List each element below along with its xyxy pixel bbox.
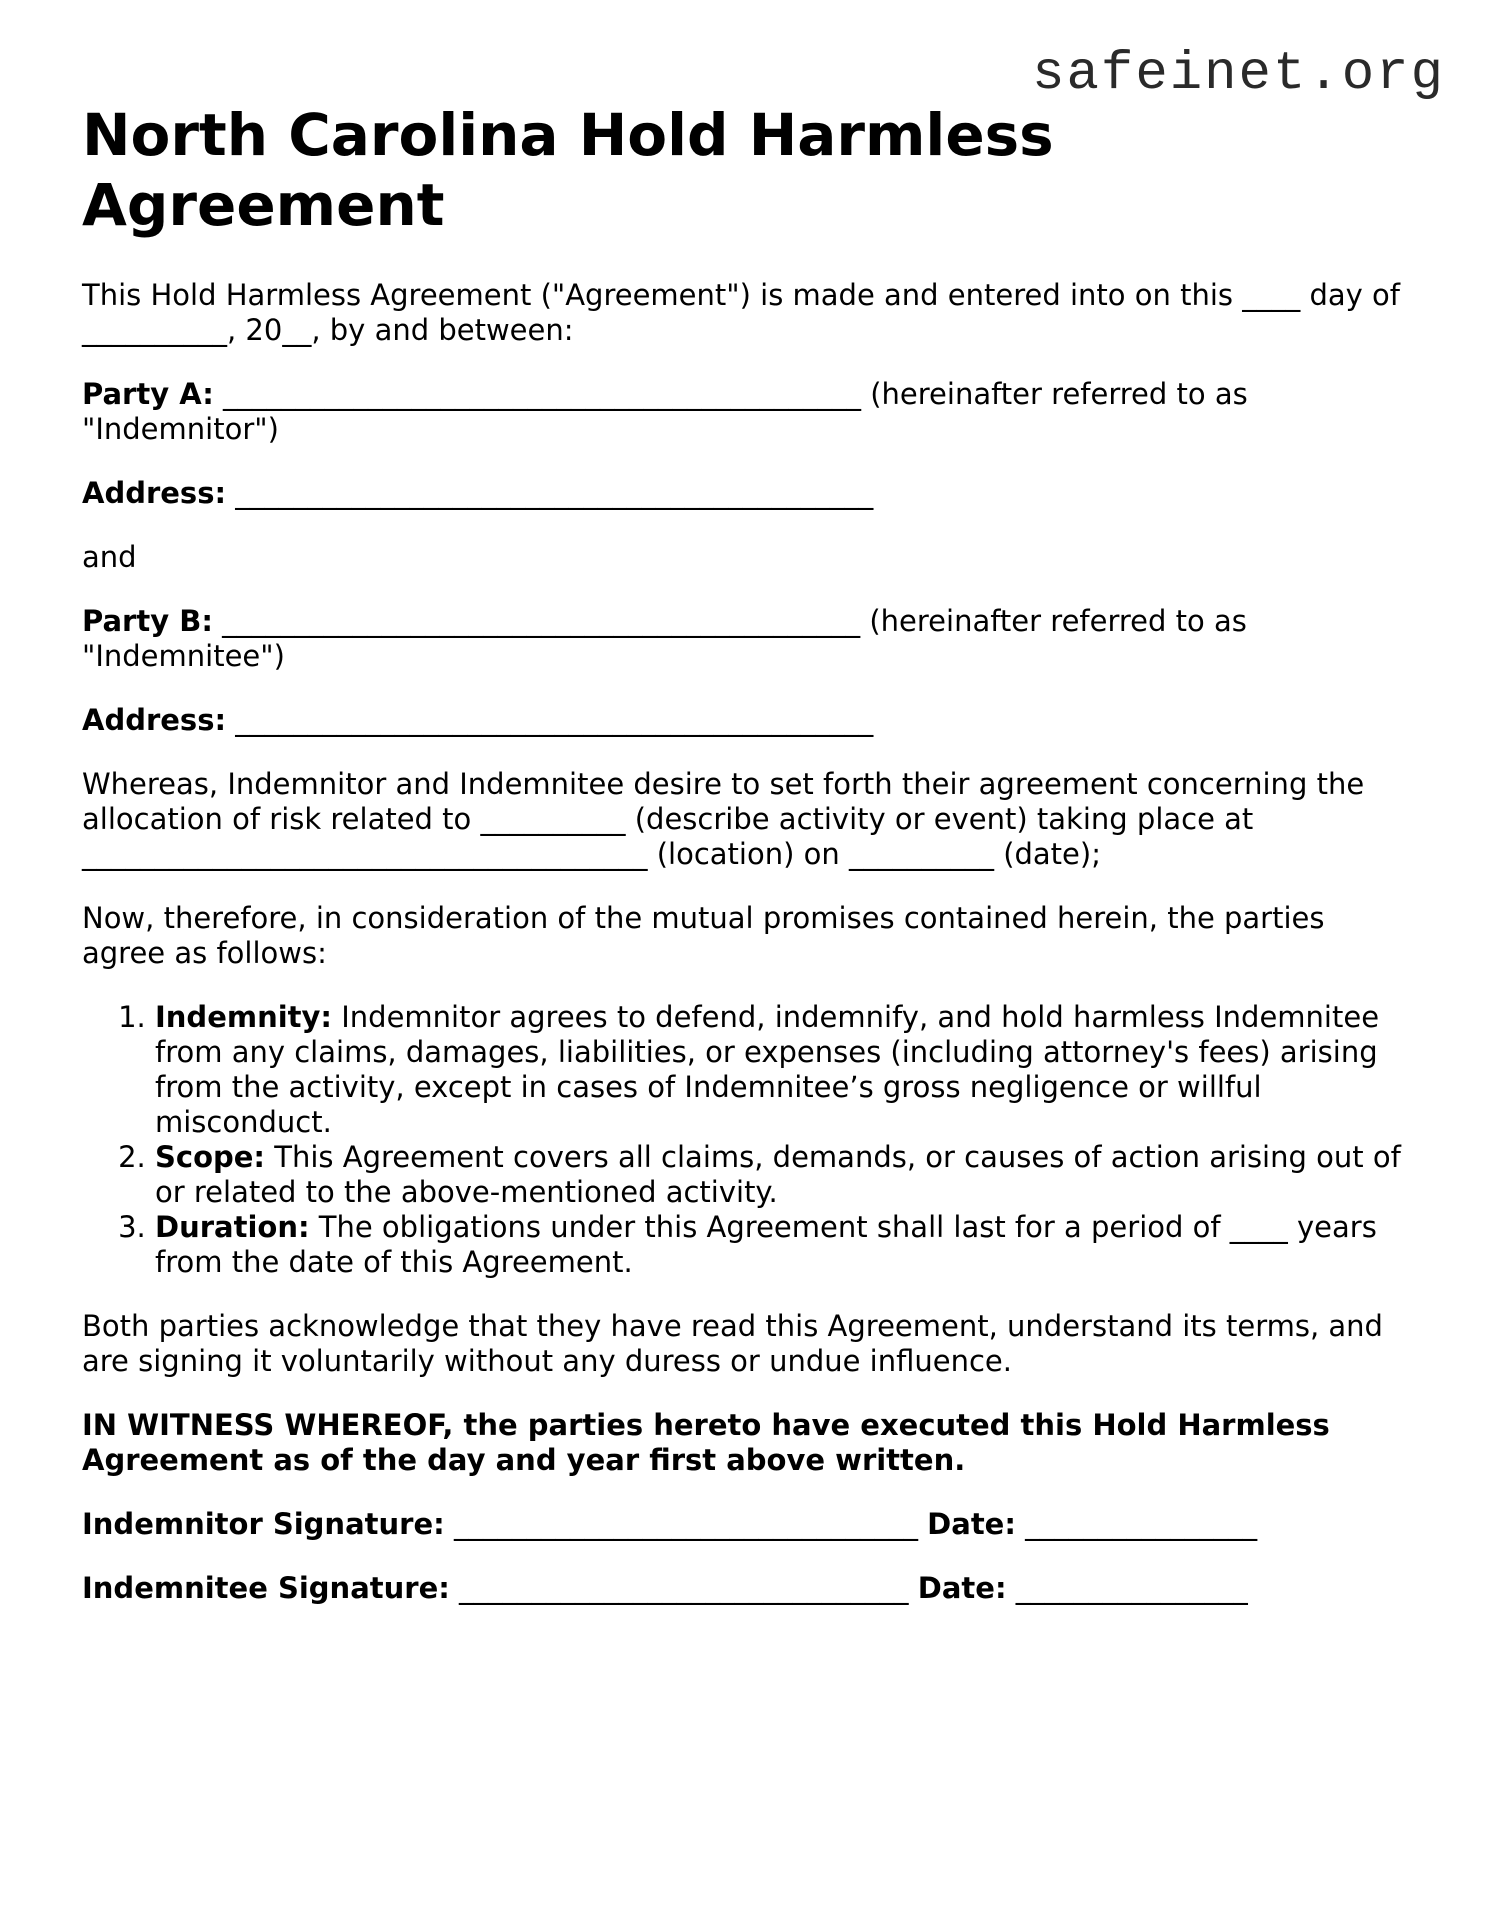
party-a-label: Party A: bbox=[82, 377, 214, 411]
term-label: Indemnity: bbox=[155, 1000, 333, 1034]
signature-label: Indemnitor Signature: bbox=[82, 1507, 445, 1541]
document-page bbox=[82, 100, 1412, 1635]
date-label: Date: bbox=[927, 1507, 1016, 1541]
watermark: safeinet.org bbox=[1032, 44, 1445, 105]
indemnitor-signature-line bbox=[82, 1507, 1412, 1542]
term-label: Duration: bbox=[155, 1210, 310, 1244]
party-b-line bbox=[82, 604, 1412, 674]
address-b-text: ____________________________________________ bbox=[226, 703, 874, 737]
term-scope bbox=[155, 1140, 1412, 1210]
document-title: North Carolina Hold Harmless Agreement bbox=[82, 101, 1054, 239]
date-blank: ________________ bbox=[1006, 1571, 1248, 1605]
party-a-text: ____________________________________________ (hereinafter referred to as "Indemnitor") bbox=[82, 377, 1248, 446]
address-a-text: ____________________________________________ bbox=[226, 476, 874, 510]
signature-label: Indemnitee Signature: bbox=[82, 1571, 450, 1605]
indemnitee-signature-line bbox=[82, 1571, 1412, 1606]
term-label: Scope: bbox=[155, 1140, 266, 1174]
date-label: Date: bbox=[917, 1571, 1007, 1605]
whereas-paragraph: Whereas, Indemnitor and Indemnitee desire to set forth their agreement concerning the allocation of risk related to __________ (describe activity or event) taking place at _______________________________________ (location) on __________ (date); bbox=[82, 767, 1365, 871]
date-blank: ________________ bbox=[1015, 1507, 1258, 1541]
witness-paragraph: IN WITNESS WHEREOF, the parties hereto have executed this Hold Harmless Agreement as of the day and year first above written. bbox=[82, 1408, 1330, 1477]
terms-list bbox=[82, 1000, 1412, 1280]
intro-paragraph: This Hold Harmless Agreement ("Agreement") is made and entered into on this ____ day of __________, 20__, by and between: bbox=[82, 278, 1400, 347]
now-therefore-paragraph: Now, therefore, in consideration of the mutual promises contained herein, the parties agree as follows: bbox=[82, 901, 1325, 970]
acknowledge-paragraph: Both parties acknowledge that they have read this Agreement, understand its terms, and are signing it voluntarily without any duress or undue influence. bbox=[82, 1309, 1383, 1378]
signature-blank: ________________________________ bbox=[444, 1507, 928, 1541]
term-duration bbox=[155, 1210, 1412, 1280]
party-b-text: ____________________________________________ (hereinafter referred to as "Indemnitee") bbox=[82, 604, 1247, 673]
address-b-line bbox=[82, 703, 1412, 738]
term-text: The obligations under this Agreement shall last for a period of ____ years from the date of this Agreement. bbox=[155, 1210, 1377, 1279]
term-indemnity bbox=[155, 1000, 1412, 1140]
address-a-line bbox=[82, 476, 1412, 511]
signature-blank: _______________________________ bbox=[449, 1571, 918, 1605]
term-text: This Agreement covers all claims, demands, or causes of action arising out of or related to the above-mentioned activity. bbox=[155, 1140, 1401, 1209]
party-b-label: Party B: bbox=[82, 604, 213, 638]
address-a-label: Address: bbox=[82, 476, 227, 510]
address-b-label: Address: bbox=[82, 703, 227, 737]
and-text: and bbox=[82, 540, 137, 574]
term-text: Indemnitor agrees to defend, indemnify, and hold harmless Indemnitee from any claims, damages, liabilities, or expenses (including attorney's fees) arising from the activity, except in cases of Indemnitee’s gross negligence or willful misconduct. bbox=[155, 1000, 1380, 1139]
party-a-line bbox=[82, 377, 1412, 447]
